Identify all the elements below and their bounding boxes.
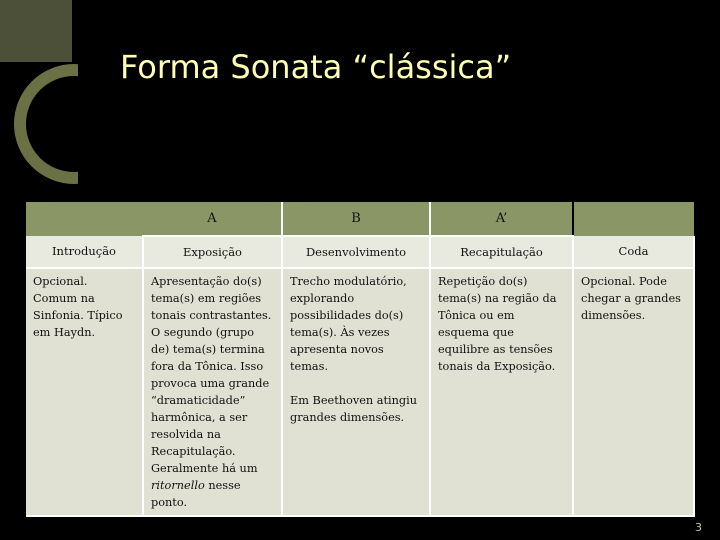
- header-b: B: [282, 202, 430, 236]
- cell-coda: Opcional. Pode chegar a grandes dimensões.: [573, 268, 694, 516]
- column-header-row: [26, 236, 694, 268]
- description-row: [26, 268, 694, 516]
- cell-exposicao-end: nesse ponto.: [151, 479, 241, 509]
- decorative-square: [0, 0, 72, 62]
- slide-title: Forma Sonata “clássica”: [120, 48, 512, 86]
- cell-exposicao-text: Apresentação do(s) tema(s) em regiões tonais contrastantes. O segundo (grupo de) tema(s) termina fora da Tônica. Isso provoca uma grande “dramaticidade” harmônica, a ser resolvida na Recapitulação. Geralmente há um: [151, 275, 272, 475]
- header-spacer-left: [26, 202, 143, 236]
- column-introducao: Introdução: [26, 236, 143, 268]
- header-a-prime: A’: [430, 202, 573, 236]
- page-number: 3: [695, 521, 702, 534]
- column-desenvolvimento: Desenvolvimento: [282, 236, 430, 268]
- section-header-row: [26, 202, 694, 236]
- cell-desenvolvimento-p2: Em Beethoven atingiu grandes dimensões.: [290, 394, 418, 424]
- cell-desenvolvimento: [282, 268, 430, 516]
- column-recapitulacao: Recapitulação: [430, 236, 573, 268]
- column-exposicao: Exposição: [143, 236, 282, 268]
- cell-recapitulacao: Repetição do(s) tema(s) na região da Tônica ou em esquema que equilibre as tensões tonais da Exposição.: [430, 268, 573, 516]
- cell-introducao: Opcional. Comum na Sinfonia. Típico em Haydn.: [26, 268, 143, 516]
- header-a: A: [143, 202, 282, 236]
- header-spacer-right: [573, 202, 694, 236]
- cell-desenvolvimento-p1: Trecho modulatório, explorando possibilidades do(s) tema(s). Às vezes apresenta novos temas.: [290, 275, 407, 373]
- sonata-form-table: [26, 202, 695, 517]
- cell-exposicao-italic: ritornello: [151, 479, 205, 492]
- column-coda: Coda: [573, 236, 694, 268]
- cell-exposicao: [143, 268, 282, 516]
